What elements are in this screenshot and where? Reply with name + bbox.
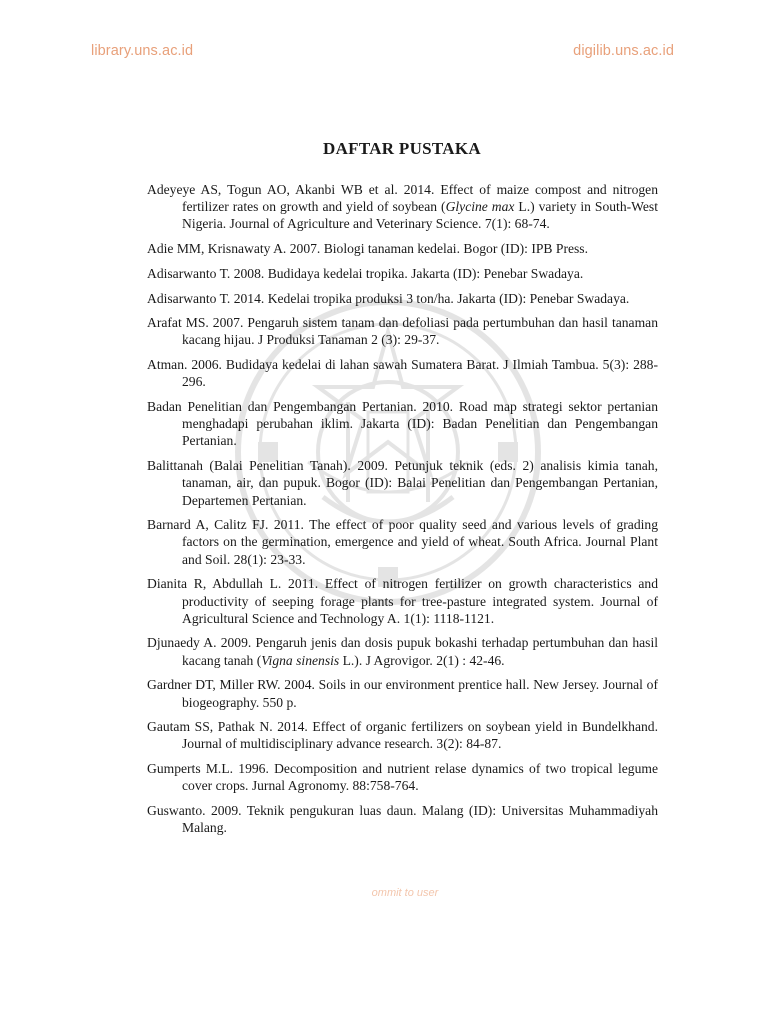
digilib-link[interactable]: digilib.uns.ac.id <box>573 43 674 59</box>
reference-text: Gumperts M.L. 1996. Decomposition and nutrient relase dynamics of two tropical legume cover crops. Jurnal Agronomy. 88:758-764. <box>147 761 658 794</box>
reference-entry <box>147 181 658 233</box>
reference-entry <box>147 802 658 836</box>
reference-entry <box>147 240 658 257</box>
reference-text: Adisarwanto T. 2008. Budidaya kedelai tropika. Jakarta (ID): Penebar Swadaya. <box>147 265 584 281</box>
reference-entry <box>147 760 658 794</box>
reference-entry <box>147 457 658 509</box>
reference-entry <box>147 290 658 307</box>
reference-text: L.) variety in South-West Nigeria. Journal of Agriculture and Veterinary Science. 7(1): 68-74. <box>182 199 658 232</box>
reference-italic-text: Glycine max <box>445 199 515 215</box>
reference-text: Gautam SS, Pathak N. 2014. Effect of organic fertilizers on soybean yield in Bundelkhand. Journal of multidisciplinary advance research. 3(2): 84-87. <box>147 719 658 752</box>
reference-list <box>147 181 658 844</box>
reference-text: Dianita R, Abdullah L. 2011. Effect of nitrogen fertilizer on growth characteristics and productivity of seeping forage plants for tree-pasture integrated system. Journal of Agricultural Science and Technology A. 1(1): 1118-1121. <box>147 576 658 626</box>
reference-text: Guswanto. 2009. Teknik pengukuran luas daun. Malang (ID): Universitas Muhammadiyah Malang. <box>147 803 658 836</box>
reference-text: Adeyeye AS, Togun AO, Akanbi WB et al. 2014. Effect of maize compost and nitrogen fertilizer rates on growth and yield of soybean ( <box>147 182 658 215</box>
reference-text: Balittanah (Balai Penelitian Tanah). 2009. Petunjuk teknik (eds. 2) analisis kimia tanah, tanaman, air, dan pupuk. Bogor (ID): Balai Penelitian dan Pengembangan Pertanian, Departemen Pertanian. <box>147 458 658 508</box>
reference-text: Badan Penelitian dan Pengembangan Pertanian. 2010. Road map strategi sektor pertanian menghadapi perubahan iklim. Jakarta (ID): Badan Penelitian dan Pengembangan Pertanian. <box>147 399 658 449</box>
reference-text: Adisarwanto T. 2014. Kedelai tropika produksi 3 ton/ha. Jakarta (ID): Penebar Swadaya. <box>147 290 630 306</box>
reference-text: L.). J Agrovigor. 2(1) : 42-46. <box>339 652 505 668</box>
reference-entry <box>147 398 658 450</box>
reference-italic-text: Vigna sinensis <box>261 652 340 668</box>
reference-entry <box>147 634 658 668</box>
reference-text: Arafat MS. 2007. Pengaruh sistem tanam dan defoliasi pada pertumbuhan dan hasil tanaman kacang hijau. J Produksi Tanaman 2 (3): 29-37. <box>147 315 658 348</box>
reference-entry <box>147 314 658 348</box>
reference-text: Gardner DT, Miller RW. 2004. Soils in our environment prentice hall. New Jersey. Journal of biogeography. 550 p. <box>147 677 658 710</box>
reference-text: Adie MM, Krisnawaty A. 2007. Biologi tanaman kedelai. Bogor (ID): IPB Press. <box>147 241 588 257</box>
reference-entry <box>147 676 658 710</box>
reference-entry <box>147 718 658 752</box>
library-link[interactable]: library.uns.ac.id <box>91 43 194 59</box>
reference-entry <box>147 356 658 390</box>
footer-commit-text: ommit to user <box>371 887 439 899</box>
page-title: DAFTAR PUSTAKA <box>323 139 481 158</box>
reference-text: Djunaedy A. 2009. Pengaruh jenis dan dosis pupuk bokashi terhadap pertumbuhan dan hasil kacang tanah ( <box>147 635 658 668</box>
reference-text: Barnard A, Calitz FJ. 2011. The effect of poor quality seed and various levels of grading factors on the germination, emergence and yield of wheat. South Africa. Journal Plant and Soil. 28(1): 23-33. <box>147 517 658 567</box>
reference-entry <box>147 575 658 627</box>
reference-text: Atman. 2006. Budidaya kedelai di lahan sawah Sumatera Barat. J Ilmiah Tambua. 5(3): 288-296. <box>147 357 658 390</box>
reference-entry <box>147 516 658 568</box>
reference-entry <box>147 265 658 282</box>
